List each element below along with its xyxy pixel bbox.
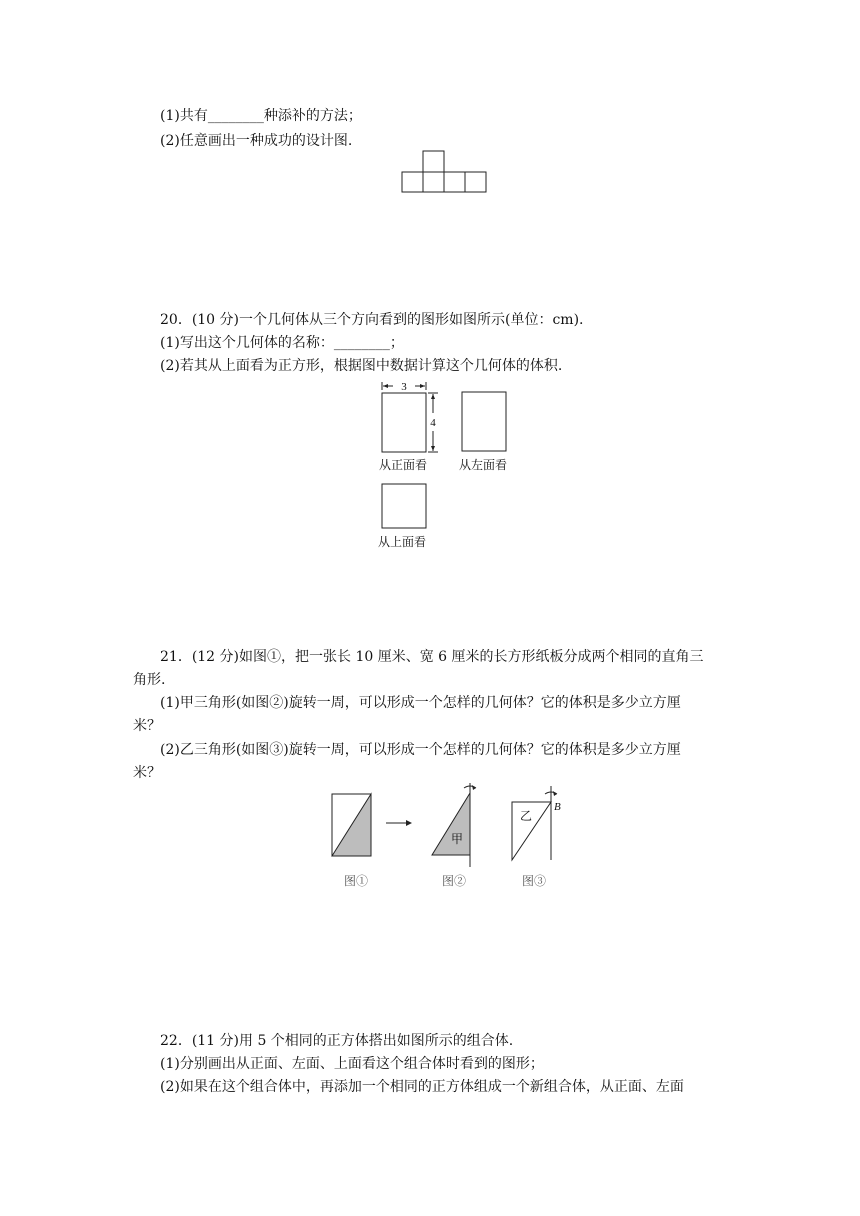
q19-net-figure [400,149,490,194]
q20-part1: (1)写出这个几何体的名称：________； [160,335,404,351]
q21-label-yi: 乙 [519,809,533,823]
q21-part2: (2)乙三角形(如图③)旋转一周，可以形成一个怎样的几何体？它的体积是多少立方厘 [160,742,681,758]
q20-dim-height: 4 [430,417,436,429]
q21-part1: (1)甲三角形(如图②)旋转一周，可以形成一个怎样的几何体？它的体积是多少立方厘 [160,695,681,711]
q20-top-view [379,482,429,532]
q20-title: 20．(10 分)一个几何体从三个方向看到的图形如图所示(单位：cm). [160,312,584,328]
q21-caption-3: 图③ [522,874,547,888]
q20-part2: (2)若其从上面看为正方形，根据图中数据计算这个几何体的体积. [160,358,563,374]
q19-part1: (1)共有________种添补的方法； [160,108,362,124]
q20-front-view [378,381,448,456]
q19-part2: (2)任意画出一种成功的设计图. [160,133,353,149]
q21-part1-cont: 米？ [133,718,161,734]
q21-part2-cont: 米？ [133,765,161,781]
q21-figure-3 [506,780,572,870]
q21-caption-2: 图② [442,874,467,888]
q22-part1: (1)分别画出从正面、左面、上面看这个组合体时看到的图形； [160,1056,544,1072]
q20-caption-front: 从正面看 [379,458,428,472]
q22-title: 22．(11 分)用 5 个相同的正方体搭出如图所示的组合体. [160,1033,514,1049]
q20-caption-left: 从左面看 [459,458,508,472]
q21-figure-1 [328,790,376,860]
q20-dim-width: 3 [401,381,407,393]
q21-label-b: B [554,801,561,813]
arrow-icon [384,818,414,828]
q22-part2: (2)如果在这个组合体中，再添加一个相同的正方体组成一个新组合体，从正面、左面 [160,1079,684,1095]
q20-left-view [459,390,509,455]
q20-caption-top: 从上面看 [378,535,427,549]
q21-caption-1: 图① [344,874,369,888]
q21-title-cont: 角形. [133,672,166,688]
q21-figure-2 [428,780,488,870]
q21-title: 21．(12 分)如图①，把一张长 10 厘米、宽 6 厘米的长方形纸板分成两个相同的直角三 [160,649,704,665]
q21-label-jia: 甲 [450,832,464,846]
